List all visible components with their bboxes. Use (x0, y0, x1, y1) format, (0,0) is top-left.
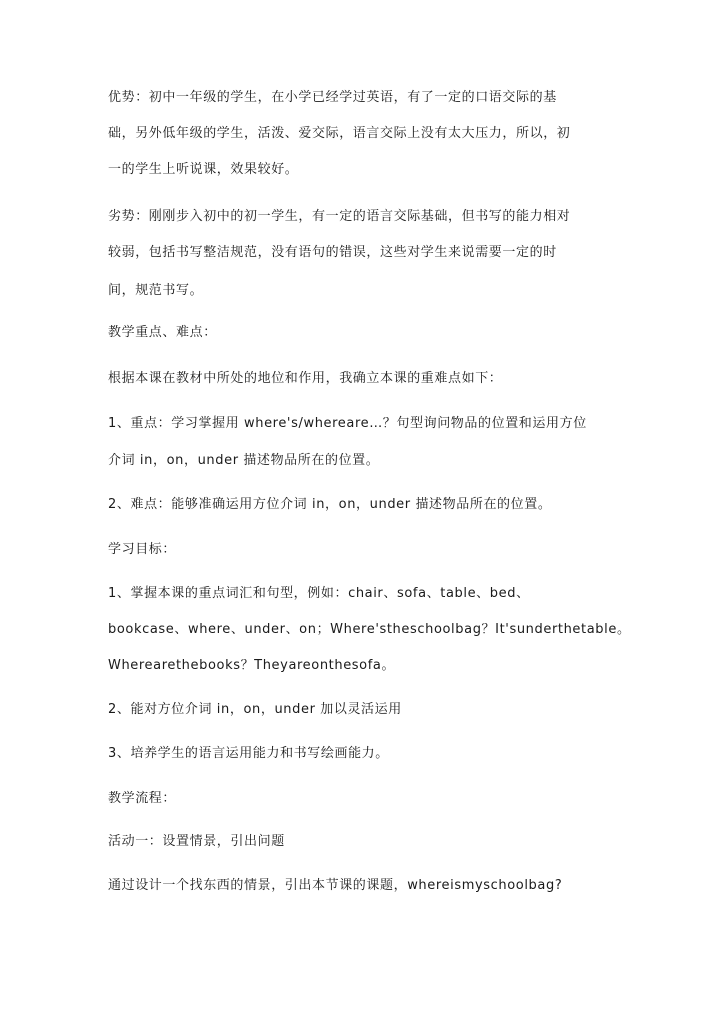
paragraph-advantages-line-3: 一的学生上听说课，效果较好。 (108, 162, 299, 177)
paragraph-advantages-line-1: 优势：初中一年级的学生，在小学已经学过英语，有了一定的口语交际的基 (108, 90, 557, 105)
activity-1-title: 活动一：设置情景，引出问题 (108, 834, 285, 849)
heading-learning-objectives: 学习目标： (108, 542, 177, 557)
objective-3: 3、培养学生的语言运用能力和书写绘画能力。 (108, 746, 389, 761)
paragraph-key-points-intro: 根据本课在教材中所处的地位和作用，我确立本课的重难点如下： (108, 371, 503, 386)
objective-2: 2、能对方位介词 in，on，under 加以灵活运用 (108, 702, 402, 717)
paragraph-disadvantages-line-3: 间，规范书写。 (108, 283, 204, 298)
heading-key-points: 教学重点、难点： (108, 325, 217, 340)
activity-1-description: 通过设计一个找东西的情景，引出本节课的课题，whereismyschoolbag? (108, 878, 563, 893)
heading-teaching-process: 教学流程： (108, 791, 177, 806)
key-point-1-line-1: 1、重点：学习掌握用 where's/whereare…？句型询问物品的位置和运用方位 (108, 416, 587, 431)
objective-1-line-3: Wherearethebooks？Theyareonthesofa。 (108, 658, 396, 673)
paragraph-disadvantages-line-1: 劣势：刚刚步入初中的初一学生，有一定的语言交际基础，但书写的能力相对 (108, 209, 571, 224)
key-point-1-line-2: 介词 in，on，under 描述物品所在的位置。 (108, 453, 380, 468)
key-point-2: 2、难点：能够准确运用方位介词 in，on，under 描述物品所在的位置。 (108, 497, 552, 512)
objective-1-line-2: bookcase、where、under、on；Where'stheschoolbag？It'sunderthetable。 (108, 622, 631, 637)
objective-1-line-1: 1、掌握本课的重点词汇和句型，例如：chair、sofa、table、bed、 (108, 586, 530, 601)
paragraph-disadvantages-line-2: 较弱，包括书写整洁规范，没有语句的错误，这些对学生来说需要一定的时 (108, 245, 557, 260)
paragraph-advantages-line-2: 础，另外低年级的学生，活泼、爱交际，语言交际上没有太大压力，所以，初 (108, 126, 571, 141)
